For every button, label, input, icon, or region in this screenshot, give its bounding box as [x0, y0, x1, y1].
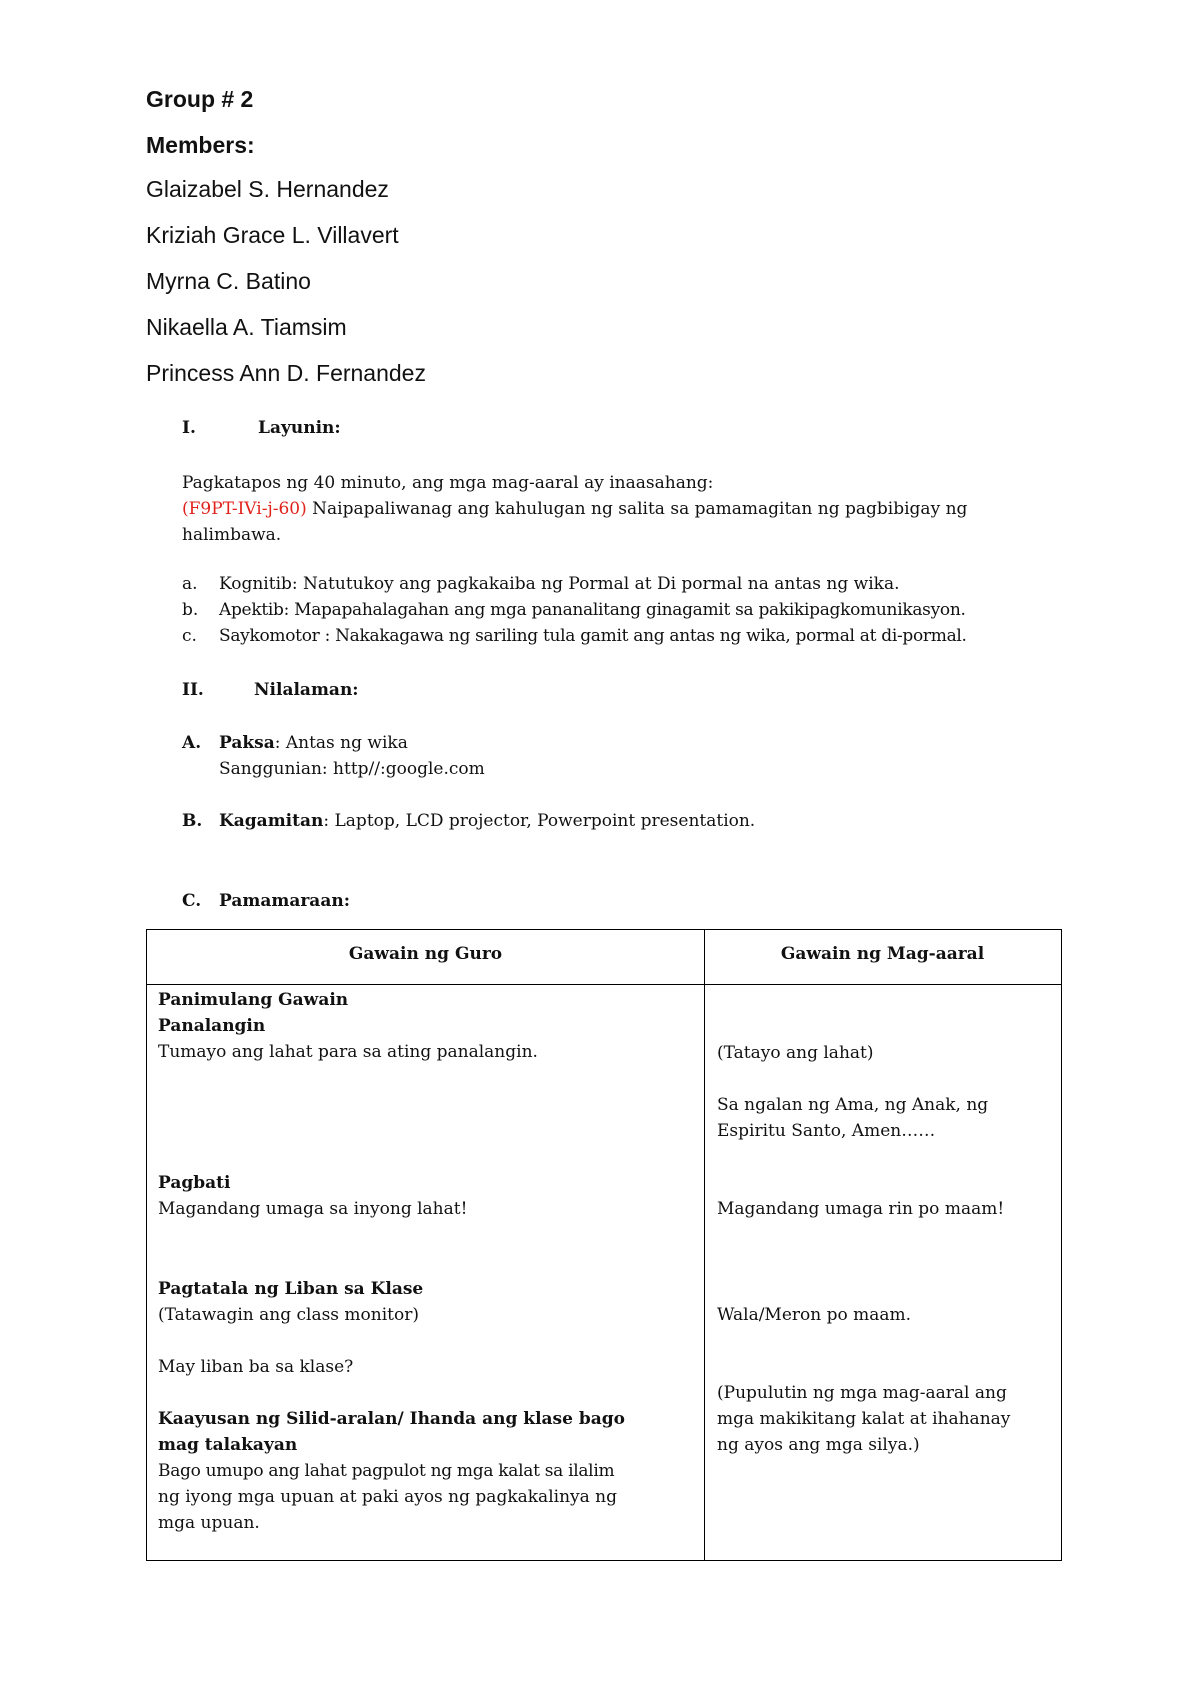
list-item: Saykomotor : Nakakagawa ng sariling tula gamit ang antas ng wika, pormal at di-pormal. — [219, 626, 967, 646]
competency-code: (F9PT-IVi-j-60) — [182, 499, 307, 519]
list-item: Kognitib: Natutukoy ang pagkakaiba ng Pormal at Di pormal na antas ng wika. — [219, 574, 900, 594]
teacher-line: mga upuan. — [158, 1513, 260, 1533]
activity-heading: Panalangin — [158, 1016, 266, 1036]
student-line: ng ayos ang mga silya.) — [717, 1435, 920, 1455]
lesson-table — [146, 929, 1062, 1561]
activity-heading: Panimulang Gawain — [158, 990, 349, 1010]
procedure-label: Pamamaraan: — [219, 891, 350, 911]
student-line: Espiritu Santo, Amen…… — [717, 1121, 936, 1141]
materials-value: : Laptop, LCD projector, Powerpoint presentation. — [323, 811, 756, 831]
column-header-student: Gawain ng Mag-aaral — [780, 944, 985, 964]
member-name: Glaizabel S. Hernandez — [146, 176, 389, 202]
member-name: Nikaella A. Tiamsim — [146, 314, 347, 340]
activity-heading: Kaayusan ng Silid-aralan/ Ihanda ang klase bago — [158, 1409, 625, 1429]
objective-line — [182, 496, 967, 522]
list-letter: B. — [182, 811, 203, 831]
materials-label: Kagamitan — [219, 811, 324, 831]
student-line: Magandang umaga rin po maam! — [717, 1199, 1005, 1219]
group-title: Group # 2 — [146, 86, 254, 112]
list-letter: c. — [182, 626, 197, 646]
student-line: mga makikitang kalat at ihahanay — [717, 1409, 1011, 1429]
activity-heading: Pagbati — [158, 1173, 231, 1193]
member-name: Princess Ann D. Fernandez — [146, 360, 426, 386]
column-header-teacher: Gawain ng Guro — [348, 944, 503, 964]
teacher-line: Bago umupo ang lahat pagpulot ng mga kalat sa ilalim — [158, 1461, 615, 1481]
teacher-line: (Tatawagin ang class monitor) — [158, 1305, 419, 1325]
header-divider — [147, 984, 1061, 985]
student-line: Sa ngalan ng Ama, ng Anak, ng — [717, 1095, 989, 1115]
member-name: Myrna C. Batino — [146, 268, 311, 294]
list-item: Apektib: Mapapahalagahan ang mga pananalitang ginagamit sa pakikipagkomunikasyon. — [219, 600, 966, 620]
source-line: Sanggunian: http//:google.com — [219, 759, 485, 779]
column-divider — [704, 930, 705, 1560]
teacher-line: Magandang umaga sa inyong lahat! — [158, 1199, 468, 1219]
list-letter: C. — [182, 891, 202, 911]
student-line: (Tatayo ang lahat) — [717, 1043, 874, 1063]
activity-heading: Pagtatala ng Liban sa Klase — [158, 1279, 424, 1299]
teacher-line: ng iyong mga upuan at paki ayos ng pagkakalinya ng — [158, 1487, 617, 1507]
list-letter: a. — [182, 574, 198, 594]
topic-value: : Antas ng wika — [274, 733, 408, 753]
objective-intro: Pagkatapos ng 40 minuto, ang mga mag-aaral ay inaasahang: — [182, 473, 714, 493]
list-letter: b. — [182, 600, 199, 620]
student-line: (Pupulutin ng mga mag-aaral ang — [717, 1383, 1007, 1403]
teacher-line: May liban ba sa klase? — [158, 1357, 354, 1377]
topic-line — [219, 733, 408, 753]
student-line: Wala/Meron po maam. — [717, 1305, 912, 1325]
objective-text: Naipapaliwanag ang kahulugan ng salita sa pamamagitan ng pagbibigay ng — [306, 499, 968, 519]
teacher-line: Tumayo ang lahat para sa ating panalangin. — [158, 1042, 538, 1062]
objective-text-cont: halimbawa. — [182, 525, 282, 545]
section-title: Layunin: — [258, 418, 341, 438]
member-name: Kriziah Grace L. Villavert — [146, 222, 399, 248]
activity-heading: mag talakayan — [158, 1435, 298, 1455]
section-numeral: II. — [182, 680, 204, 700]
list-letter: A. — [182, 733, 202, 753]
topic-label: Paksa — [219, 733, 275, 753]
section-title: Nilalaman: — [254, 680, 359, 700]
section-numeral: I. — [182, 418, 196, 438]
members-label: Members: — [146, 132, 255, 158]
materials-line — [219, 811, 755, 831]
